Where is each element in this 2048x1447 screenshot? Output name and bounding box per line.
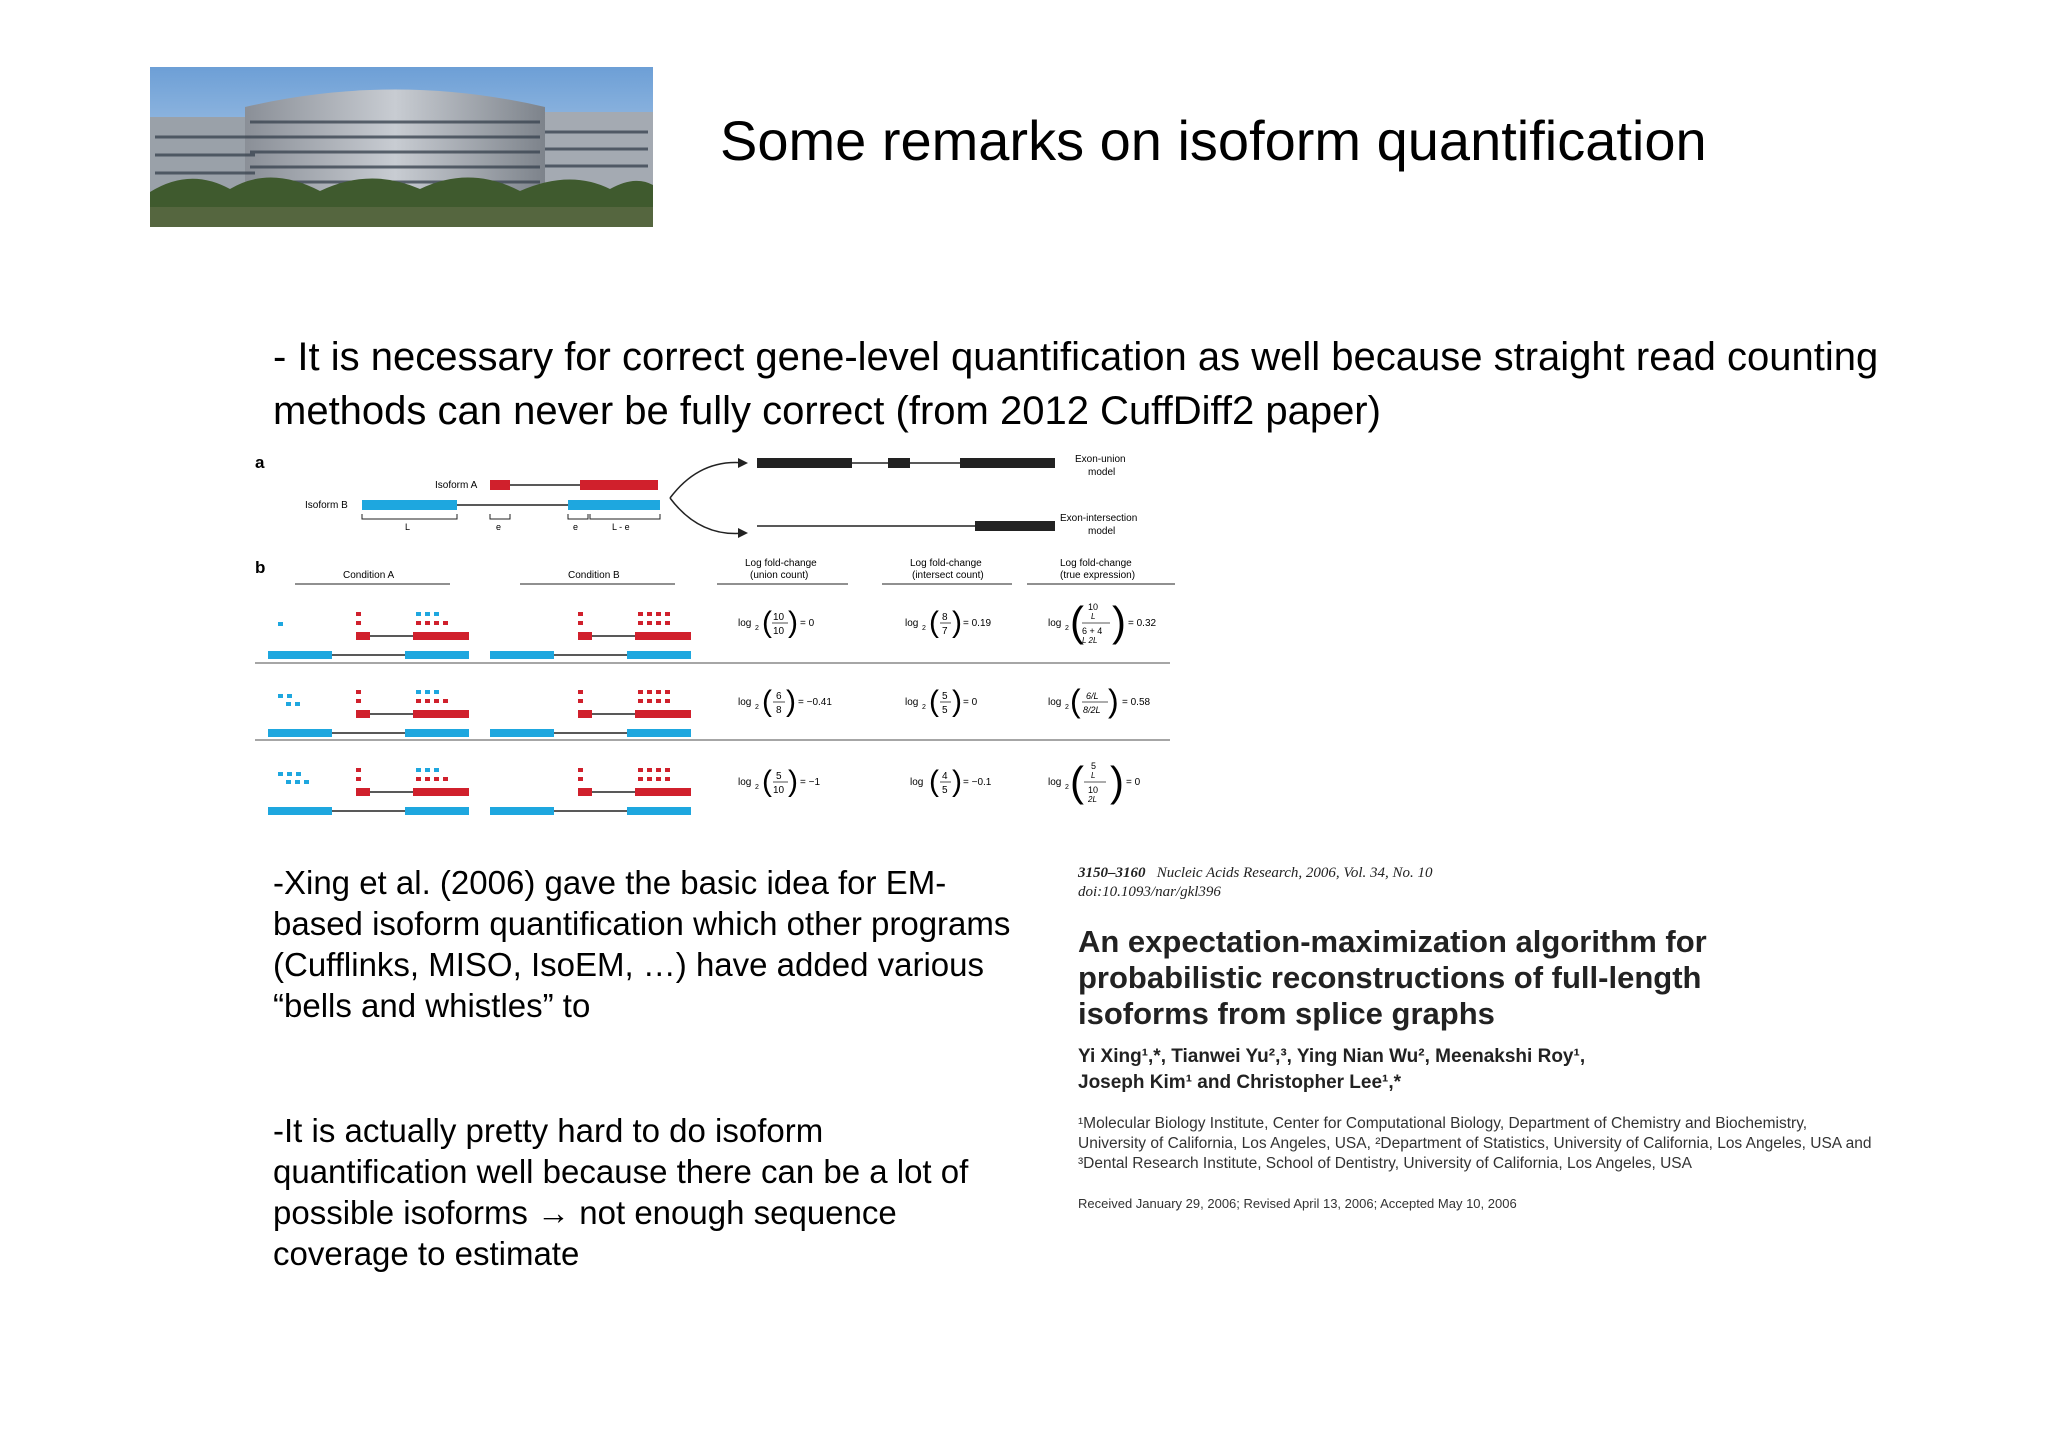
isoform-b-exon <box>490 729 554 737</box>
read <box>443 621 448 625</box>
svg-text:5: 5 <box>776 771 782 782</box>
read <box>647 621 652 625</box>
segment-L-minus-e: L - e <box>612 522 630 532</box>
read <box>278 772 283 776</box>
read <box>286 780 291 784</box>
isoform-a-exon <box>413 632 469 640</box>
read <box>638 777 643 781</box>
isoform-a-exon <box>578 788 592 796</box>
read <box>416 621 421 625</box>
svg-text:5: 5 <box>942 785 948 796</box>
svg-text:= 0: = 0 <box>963 697 978 708</box>
segment-e2: e <box>573 522 579 532</box>
svg-text:2: 2 <box>922 704 926 711</box>
union-exon3 <box>960 458 1055 468</box>
read <box>416 612 421 616</box>
svg-text:): ) <box>786 685 796 718</box>
read <box>665 690 670 694</box>
svg-text:(: ( <box>929 685 939 718</box>
read <box>665 768 670 772</box>
svg-text:10: 10 <box>773 626 785 637</box>
read <box>416 777 421 781</box>
read <box>647 690 652 694</box>
intersection-model-label-2: model <box>1088 526 1116 537</box>
svg-text:5: 5 <box>942 691 948 702</box>
formula-row-1 <box>738 598 1157 645</box>
read <box>287 694 292 698</box>
read <box>425 777 430 781</box>
read <box>578 690 583 694</box>
bullet-xing-em: -Xing et al. (2006) gave the basic idea for EM-based isoform quantification which other programs (Cufflinks, MISO, IsoEM, …) have added various “bells and whistles” to <box>273 864 1011 1024</box>
bullet3-text-2: not enough sequence coverage to estimate <box>273 1194 897 1272</box>
isoform-a-exon <box>413 788 469 796</box>
bullet-gene-level: - It is necessary for correct gene-level quantification as well because straight read counting methods can never be fully correct (from 2012 CuffDiff2 paper) <box>273 335 1879 433</box>
read <box>425 621 430 625</box>
paper-header <box>1078 864 1878 1211</box>
isoform-a-exon <box>578 632 592 640</box>
union-model-label-1: Exon-union <box>1075 454 1126 465</box>
svg-text:(: ( <box>1070 598 1084 645</box>
read <box>416 768 421 772</box>
isoform-b-exon <box>490 807 554 815</box>
svg-text:= −0.1: = −0.1 <box>963 777 992 788</box>
read <box>638 612 643 616</box>
read <box>425 612 430 616</box>
svg-text:log: log <box>1048 697 1062 708</box>
svg-text:8: 8 <box>776 705 782 716</box>
read <box>295 702 300 706</box>
union-exon1 <box>757 458 852 468</box>
isoform-a-exon <box>635 788 691 796</box>
svg-text:): ) <box>952 606 962 639</box>
svg-text:= 0: = 0 <box>1126 777 1141 788</box>
svg-text:4: 4 <box>942 771 948 782</box>
isoform-b-exon <box>268 729 332 737</box>
svg-text:L: L <box>1091 771 1096 780</box>
svg-text:2: 2 <box>1065 625 1069 632</box>
condition-a-label: Condition A <box>343 570 395 581</box>
read <box>434 621 439 625</box>
svg-text:): ) <box>1112 598 1126 645</box>
read <box>647 612 652 616</box>
svg-text:7: 7 <box>942 626 948 637</box>
read <box>578 777 583 781</box>
isoform-b-exon2 <box>568 500 660 510</box>
read <box>647 768 652 772</box>
read <box>278 622 283 626</box>
segment-e1: e <box>496 522 502 532</box>
col-intersect-label-1: Log fold-change <box>910 558 982 569</box>
slide-title: Some remarks on isoform quantification <box>720 109 1707 172</box>
isoform-counting-diagram <box>250 448 1180 818</box>
read <box>656 699 661 703</box>
read <box>665 777 670 781</box>
read <box>278 694 283 698</box>
gene-models <box>268 612 691 815</box>
read <box>434 612 439 616</box>
union-exon2 <box>888 458 910 468</box>
svg-text:(: ( <box>762 606 772 639</box>
svg-text:2: 2 <box>1065 784 1069 791</box>
journal-name: Nucleic Acids Research, 2006, Vol. 34, No. 10 <box>1156 865 1433 881</box>
read <box>443 777 448 781</box>
paper-title: An expectation-maximization algorithm for probabilistic reconstructions of full-length isoforms from splice graphs <box>1078 924 1707 1031</box>
read <box>425 768 430 772</box>
svg-text:log: log <box>738 777 752 788</box>
read <box>356 777 361 781</box>
read <box>638 690 643 694</box>
svg-text:2: 2 <box>755 625 759 632</box>
isoform-a-exon <box>413 710 469 718</box>
isoform-b-exon <box>268 807 332 815</box>
svg-text:2L: 2L <box>1088 795 1097 804</box>
read <box>578 621 583 625</box>
bullet-hard-to-quantify <box>273 1110 1013 1274</box>
isoform-b-exon1 <box>362 500 457 510</box>
isoform-b-label: Isoform B <box>305 500 348 511</box>
col-intersect-label-2: (intersect count) <box>912 570 984 581</box>
svg-text:2: 2 <box>755 784 759 791</box>
page-range: 3150–3160 <box>1078 865 1146 881</box>
svg-text:): ) <box>1110 758 1124 805</box>
isoform-a-label: Isoform A <box>435 480 478 491</box>
read <box>356 699 361 703</box>
svg-text:): ) <box>1108 683 1119 719</box>
isoform-a-exon <box>356 632 370 640</box>
panel-b-label: b <box>255 558 266 577</box>
condition-b-label: Condition B <box>568 570 620 581</box>
read <box>638 621 643 625</box>
read <box>356 612 361 616</box>
read <box>578 612 583 616</box>
svg-text:log: log <box>905 697 919 708</box>
svg-text:5: 5 <box>1091 761 1097 771</box>
isoform-a-exon <box>356 788 370 796</box>
isoform-b-exon <box>627 651 691 659</box>
read <box>656 612 661 616</box>
panel-a-label: a <box>255 453 265 472</box>
read <box>356 768 361 772</box>
svg-text:log: log <box>905 618 919 629</box>
read <box>434 768 439 772</box>
col-true-label-1: Log fold-change <box>1060 558 1132 569</box>
read <box>665 699 670 703</box>
svg-text:8: 8 <box>942 612 948 623</box>
read <box>425 690 430 694</box>
read <box>647 777 652 781</box>
building-image <box>150 67 653 227</box>
svg-text:(: ( <box>762 765 772 798</box>
svg-text:2: 2 <box>1065 704 1069 711</box>
read <box>356 690 361 694</box>
read <box>304 780 309 784</box>
read <box>647 699 652 703</box>
svg-text:L 2L: L 2L <box>1082 636 1098 645</box>
svg-text:L: L <box>1091 612 1096 621</box>
svg-text:8/2L: 8/2L <box>1083 705 1101 715</box>
isoform-a-exon <box>635 632 691 640</box>
authors-line-2: Joseph Kim¹ and Christopher Lee¹,* <box>1078 1072 1402 1093</box>
svg-text:6 + 4: 6 + 4 <box>1082 626 1103 636</box>
svg-text:): ) <box>788 765 798 798</box>
svg-text:(: ( <box>1070 758 1084 805</box>
svg-text:): ) <box>952 765 962 798</box>
svg-text:= 0.19: = 0.19 <box>963 618 992 629</box>
svg-text:log: log <box>738 697 752 708</box>
svg-text:10: 10 <box>773 785 785 796</box>
svg-text:(: ( <box>929 765 939 798</box>
read <box>434 777 439 781</box>
svg-text:6: 6 <box>776 691 782 702</box>
svg-text:log: log <box>738 618 752 629</box>
svg-text:log: log <box>910 777 924 788</box>
isoform-b-exon <box>490 651 554 659</box>
read <box>638 699 643 703</box>
svg-text:= −1: = −1 <box>800 777 821 788</box>
read <box>578 768 583 772</box>
paper-authors <box>1078 1044 1878 1096</box>
isoform-a-exon <box>578 710 592 718</box>
authors-line-1: Yi Xing¹,*, Tianwei Yu²,³, Ying Nian Wu², Meenakshi Roy¹, <box>1078 1046 1586 1067</box>
read <box>296 772 301 776</box>
svg-text:(: ( <box>1070 683 1081 719</box>
svg-text:2: 2 <box>755 704 759 711</box>
bullet3-text-1: -It is actually pretty hard to do isoform quantification well because there can be a lot of possible isoforms <box>273 1112 969 1231</box>
svg-text:10: 10 <box>1088 785 1099 795</box>
building-photo <box>150 67 653 227</box>
arrow-right-icon: → <box>537 1194 571 1231</box>
read <box>416 690 421 694</box>
formula-row-3 <box>738 758 1141 805</box>
journal-line <box>1078 864 1878 883</box>
isoform-b-exon <box>405 729 469 737</box>
intersection-exon <box>975 521 1055 531</box>
svg-text:2: 2 <box>922 625 926 632</box>
col-true-label-2: (true expression) <box>1060 570 1136 581</box>
read <box>578 699 583 703</box>
col-union-label-2: (union count) <box>750 570 809 581</box>
svg-text:= −0.41: = −0.41 <box>798 697 832 708</box>
isoform-a-exon <box>635 710 691 718</box>
cuffdiff-figure <box>250 448 1180 823</box>
formula-row-2 <box>738 683 1151 719</box>
svg-text:10: 10 <box>1088 602 1099 612</box>
read <box>356 621 361 625</box>
isoform-a-exon1 <box>490 480 510 490</box>
read <box>665 621 670 625</box>
paper-affiliations: ¹Molecular Biology Institute, Center for Computational Biology, Department of Chemistry and Biochemistry, University of California, Los Angeles, USA, ²Department of Statistics, University of California, Los Angeles, USA and ³Dental Research Institute, School of Dentistry, University of California, Los Angeles, USA <box>1078 1115 1872 1172</box>
read <box>656 621 661 625</box>
svg-text:= 0: = 0 <box>800 618 815 629</box>
read <box>286 702 291 706</box>
read <box>665 612 670 616</box>
isoform-b-exon <box>405 651 469 659</box>
read <box>434 699 439 703</box>
svg-text:5: 5 <box>942 705 948 716</box>
read <box>295 780 300 784</box>
doi: doi:10.1093/nar/gkl396 <box>1078 884 1221 900</box>
read <box>656 690 661 694</box>
isoform-b-exon <box>627 729 691 737</box>
paper-received: Received January 29, 2006; Revised April 13, 2006; Accepted May 10, 2006 <box>1078 1196 1517 1211</box>
svg-text:): ) <box>952 685 962 718</box>
read <box>287 772 292 776</box>
isoform-a-exon <box>356 710 370 718</box>
isoform-a-exon2 <box>580 480 658 490</box>
col-union-label-1: Log fold-change <box>745 558 817 569</box>
svg-text:(: ( <box>762 685 772 718</box>
read <box>443 699 448 703</box>
read <box>434 690 439 694</box>
isoform-b-exon <box>268 651 332 659</box>
isoform-b-exon <box>627 807 691 815</box>
svg-text:(: ( <box>929 606 939 639</box>
union-model-label-2: model <box>1088 467 1116 478</box>
intersection-model-label-1: Exon-intersection <box>1060 513 1138 524</box>
isoform-b-exon <box>405 807 469 815</box>
svg-text:10: 10 <box>773 612 785 623</box>
svg-text:= 0.58: = 0.58 <box>1122 697 1151 708</box>
read <box>656 768 661 772</box>
read <box>656 777 661 781</box>
read <box>416 699 421 703</box>
svg-text:): ) <box>788 606 798 639</box>
segment-L: L <box>405 522 411 532</box>
read <box>638 768 643 772</box>
svg-text:= 0.32: = 0.32 <box>1128 618 1157 629</box>
svg-text:6/L: 6/L <box>1086 691 1099 701</box>
svg-text:log: log <box>1048 618 1062 629</box>
svg-text:log: log <box>1048 777 1062 788</box>
read <box>425 699 430 703</box>
